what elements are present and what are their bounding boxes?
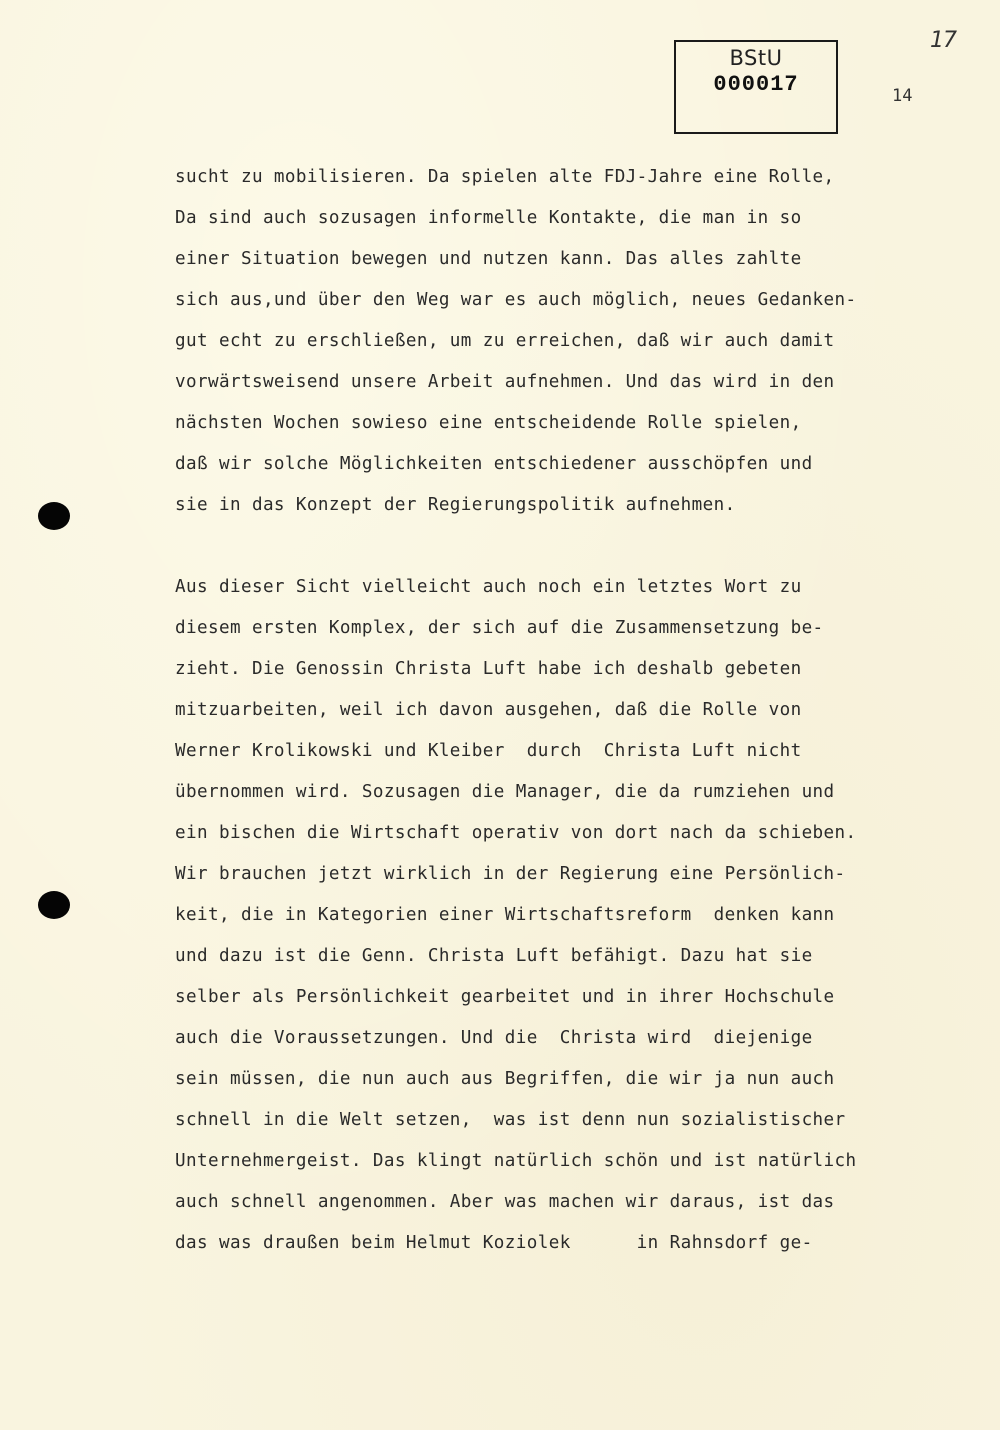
text-line: Unternehmergeist. Das klingt natürlich schön und ist natürlich xyxy=(175,1151,857,1171)
paragraph-1 xyxy=(175,157,857,526)
text-line: sie in das Konzept der Regierungspolitik aufnehmen. xyxy=(175,495,736,515)
text-line: einer Situation bewegen und nutzen kann. Das alles zahlte xyxy=(175,249,802,269)
text-line: ein bischen die Wirtschaft operativ von dort nach da schieben. xyxy=(175,823,857,843)
text-line: sich aus,und über den Weg war es auch möglich, neues Gedanken- xyxy=(175,290,857,310)
paragraph-2 xyxy=(175,567,857,1264)
text-line: gut echt zu erschließen, um zu erreichen, daß wir auch damit xyxy=(175,331,835,351)
text-line: das was draußen beim Helmut Koziolek in Rahnsdorf ge- xyxy=(175,1233,813,1253)
text-line: übernommen wird. Sozusagen die Manager, die da rumziehen und xyxy=(175,782,835,802)
page-number: 14 xyxy=(892,86,913,106)
text-line: daß wir solche Möglichkeiten entschiedener ausschöpfen und xyxy=(175,454,813,474)
text-line: selber als Persönlichkeit gearbeitet und in ihrer Hochschule xyxy=(175,987,835,1007)
text-line: Da sind auch sozusagen informelle Kontakte, die man in so xyxy=(175,208,802,228)
handwritten-folio-number: 17 xyxy=(930,28,956,53)
text-line: keit, die in Kategorien einer Wirtschaftsreform denken kann xyxy=(175,905,835,925)
text-line: mitzuarbeiten, weil ich davon ausgehen, daß die Rolle von xyxy=(175,700,802,720)
stamp-title: BStU xyxy=(729,46,783,70)
text-line: Werner Krolikowski und Kleiber durch Christa Luft nicht xyxy=(175,741,802,761)
text-line: sucht zu mobilisieren. Da spielen alte FDJ-Jahre eine Rolle, xyxy=(175,167,835,187)
text-line: Wir brauchen jetzt wirklich in der Regierung eine Persönlich- xyxy=(175,864,846,884)
text-line: auch schnell angenommen. Aber was machen wir daraus, ist das xyxy=(175,1192,835,1212)
text-line: vorwärtsweisend unsere Arbeit aufnehmen. Und das wird in den xyxy=(175,372,835,392)
text-line: schnell in die Welt setzen, was ist denn nun sozialistischer xyxy=(175,1110,846,1130)
text-line: sein müssen, die nun auch aus Begriffen, die wir ja nun auch xyxy=(175,1069,835,1089)
stamp-number: 000017 xyxy=(713,72,799,97)
text-line: zieht. Die Genossin Christa Luft habe ich deshalb gebeten xyxy=(175,659,802,679)
punch-hole-icon xyxy=(38,502,70,530)
text-line: auch die Voraussetzungen. Und die Christa wird diejenige xyxy=(175,1028,813,1048)
text-line: diesem ersten Komplex, der sich auf die Zusammensetzung be- xyxy=(175,618,824,638)
archive-stamp xyxy=(674,40,838,134)
text-line: nächsten Wochen sowieso eine entscheidende Rolle spielen, xyxy=(175,413,802,433)
text-line: Aus dieser Sicht vielleicht auch noch ein letztes Wort zu xyxy=(175,577,802,597)
text-line: und dazu ist die Genn. Christa Luft befähigt. Dazu hat sie xyxy=(175,946,813,966)
punch-hole-icon xyxy=(38,891,70,919)
